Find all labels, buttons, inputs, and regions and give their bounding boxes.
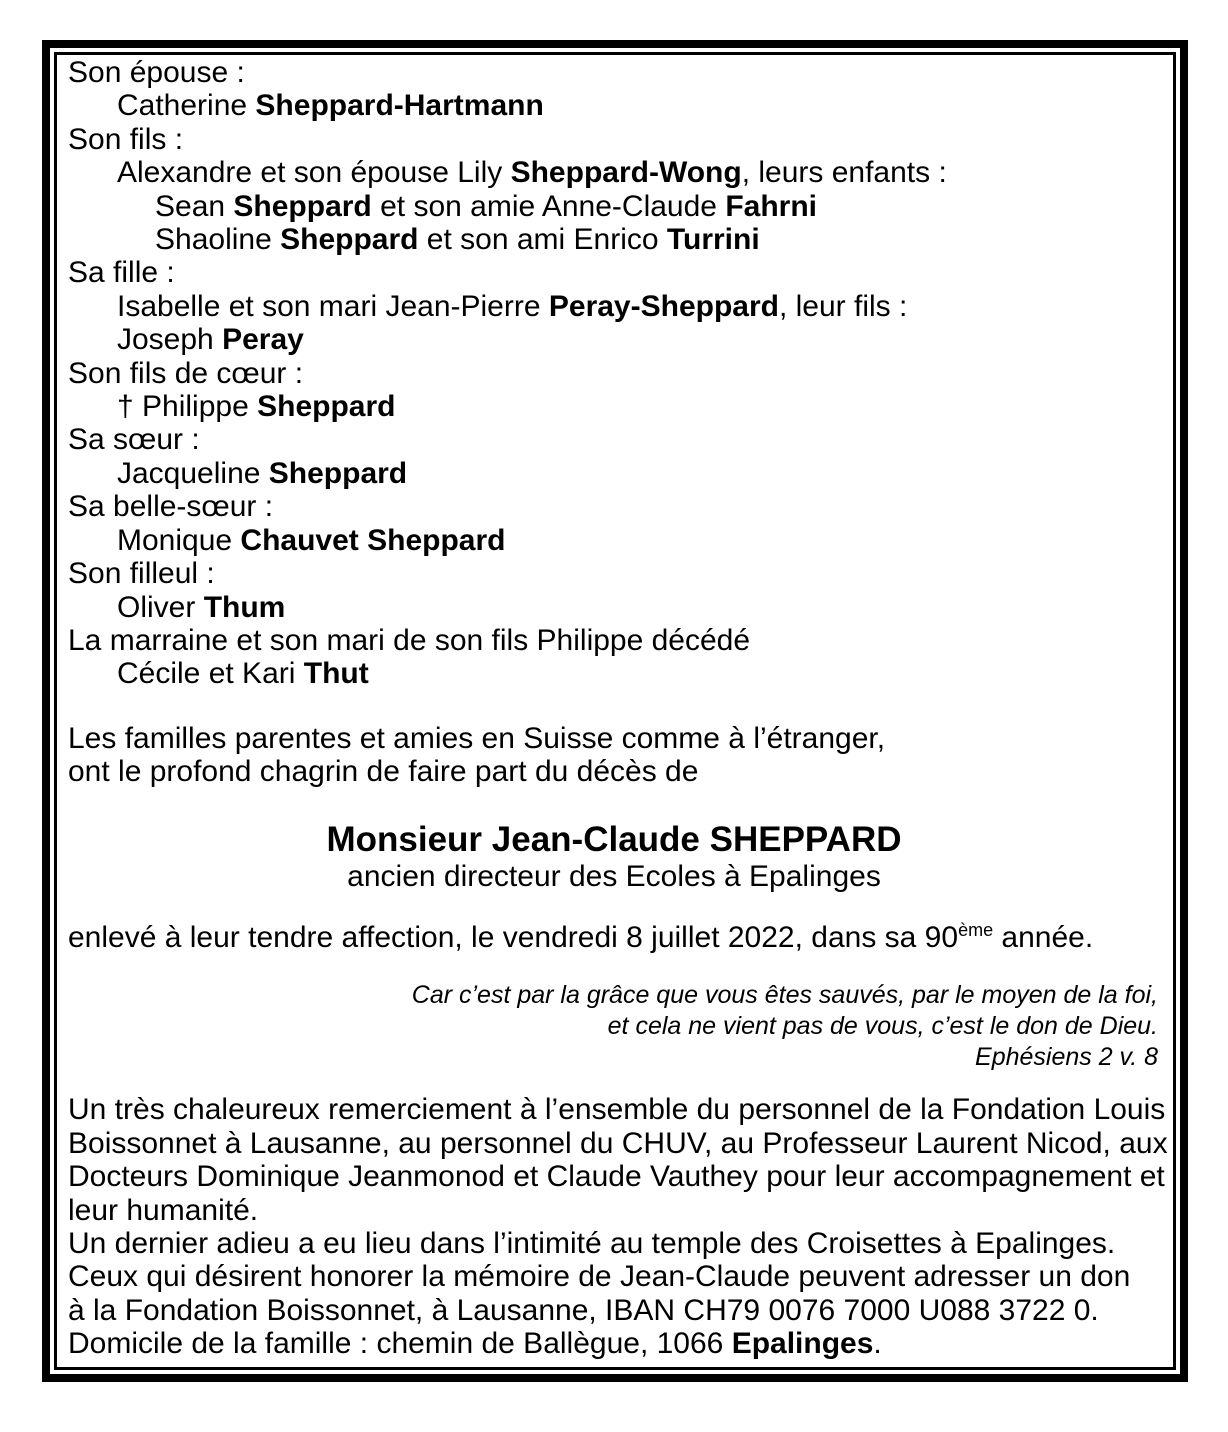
text-run: Son fils de cœur : bbox=[68, 356, 304, 390]
bold-name-run: Sheppard bbox=[257, 390, 396, 424]
death-date-line bbox=[68, 921, 1160, 954]
title-block bbox=[68, 819, 1160, 893]
closing-line bbox=[68, 1160, 1165, 1194]
text-run: Un dernier adieu a eu lieu dans l’intimité au temple des Croisettes à Epalinges. bbox=[68, 1226, 1116, 1260]
bold-name-run: Epalinges bbox=[731, 1327, 874, 1361]
text-run: Joseph bbox=[117, 323, 223, 357]
family-line bbox=[68, 390, 1160, 423]
text-run: Ceux qui désirent honorer la mémoire de Jean-Claude peuvent adresser un don bbox=[68, 1260, 1131, 1294]
text-run: Oliver bbox=[117, 590, 204, 624]
closing-line bbox=[68, 1294, 1160, 1327]
obituary-content bbox=[57, 55, 1173, 1367]
text-run: Un très chaleureux remerciement à l’ensemble du personnel de la Fondation Louis bbox=[68, 1093, 1166, 1127]
text-run: † Philippe bbox=[117, 390, 258, 424]
text-run: Monique bbox=[117, 523, 241, 557]
text-run: Sa fille : bbox=[68, 256, 175, 290]
inner-border-frame bbox=[54, 52, 1176, 1370]
family-line bbox=[68, 290, 1160, 323]
text-run: Sa sœur : bbox=[68, 423, 200, 457]
bold-name-run: Sheppard bbox=[233, 189, 372, 223]
text-run: Shaoline bbox=[155, 223, 281, 257]
quote-line-1: Car c’est par la grâce que vous êtes sauvés, par le moyen de la foi, bbox=[411, 981, 1158, 1010]
closing-line bbox=[68, 1126, 1168, 1160]
text-run: , leur fils : bbox=[778, 289, 908, 323]
closing-line bbox=[68, 1194, 1160, 1227]
closing-line bbox=[68, 1227, 1160, 1260]
family-line bbox=[68, 323, 1160, 356]
closing-paragraph bbox=[68, 1093, 1168, 1361]
text-run: Alexandre et son épouse Lily bbox=[117, 156, 511, 190]
bold-name-run: Thum bbox=[203, 590, 286, 624]
text-run: et son amie Anne-Claude bbox=[371, 189, 726, 223]
text-run: La marraine et son mari de son fils Philippe décédé bbox=[68, 623, 751, 657]
text-run: Catherine bbox=[117, 89, 256, 123]
family-line bbox=[68, 657, 1160, 690]
bold-name-run: Sheppard-Wong bbox=[510, 156, 742, 190]
family-list bbox=[68, 56, 1160, 691]
family-line bbox=[68, 190, 1160, 223]
date-text-before: enlevé à leur tendre affection, le vendredi 8 juillet 2022, dans sa 90 bbox=[68, 920, 959, 954]
closing-line bbox=[68, 1093, 1166, 1127]
text-run: Cécile et Kari bbox=[117, 657, 304, 691]
text-run: Jacqueline bbox=[117, 456, 269, 490]
family-line bbox=[68, 624, 1160, 657]
text-run: Son fils : bbox=[68, 122, 184, 156]
outer-border-frame bbox=[42, 40, 1188, 1382]
family-line bbox=[68, 123, 1160, 156]
bold-name-run: Thut bbox=[303, 657, 369, 691]
bold-name-run: Sheppard-Hartmann bbox=[255, 89, 544, 123]
intro-paragraph bbox=[68, 722, 1160, 789]
bold-name-run: Sheppard bbox=[268, 456, 408, 490]
text-run: Son épouse : bbox=[68, 56, 245, 89]
bold-name-run: Fahrni bbox=[725, 189, 817, 223]
family-line bbox=[68, 156, 1160, 189]
bold-name-run: Peray bbox=[222, 323, 304, 357]
deceased-role-subtitle: ancien directeur des Ecoles à Epalinges bbox=[347, 859, 881, 893]
closing-line bbox=[68, 1260, 1160, 1293]
text-run: Docteurs Dominique Jeanmonod et Claude Vauthey pour leur accompagnement et bbox=[68, 1160, 1165, 1194]
text-run: Domicile de la famille : chemin de Ballègue, 1066 bbox=[68, 1327, 732, 1361]
deceased-name-title: Monsieur Jean-Claude SHEPPARD bbox=[326, 819, 902, 859]
text-run: leur humanité. bbox=[68, 1193, 259, 1227]
family-line bbox=[68, 89, 1160, 122]
quote-reference: Ephésiens 2 v. 8 bbox=[975, 1043, 1158, 1072]
text-run: , leurs enfants : bbox=[741, 156, 947, 190]
family-line bbox=[68, 56, 1160, 89]
family-line bbox=[68, 524, 1160, 557]
date-text-after: année. bbox=[993, 920, 1094, 954]
bold-name-run: Sheppard bbox=[280, 223, 419, 257]
intro-line-2: ont le profond chagrin de faire part du décès de bbox=[68, 755, 699, 789]
text-run: Son filleul : bbox=[68, 557, 215, 591]
text-run: . bbox=[873, 1327, 882, 1361]
family-line bbox=[68, 490, 1160, 523]
family-line bbox=[68, 357, 1160, 390]
family-line bbox=[68, 223, 1160, 256]
text-run: Boissonnet à Lausanne, au personnel du CHUV, au Professeur Laurent Nicod, aux bbox=[68, 1126, 1168, 1160]
intro-line-1: Les familles parentes et amies en Suisse comme à l’étranger, bbox=[68, 721, 886, 755]
scripture-quote bbox=[68, 980, 1160, 1073]
family-line bbox=[68, 423, 1160, 456]
text-run: et son ami Enrico bbox=[418, 223, 667, 257]
bold-name-run: Turrini bbox=[666, 223, 760, 257]
text-run: à la Fondation Boissonnet, à Lausanne, IBAN CH79 0076 7000 U088 3722 0. bbox=[68, 1293, 1099, 1327]
family-line bbox=[68, 256, 1160, 289]
closing-line bbox=[68, 1327, 1160, 1360]
ordinal-superscript: ème bbox=[958, 919, 994, 940]
bold-name-run: Chauvet Sheppard bbox=[240, 523, 506, 557]
quote-line-2: et cela ne vient pas de vous, c’est le don de Dieu. bbox=[607, 1012, 1158, 1041]
family-line bbox=[68, 457, 1160, 490]
family-line bbox=[68, 591, 1160, 624]
family-line bbox=[68, 557, 1160, 590]
text-run: Sean bbox=[155, 189, 234, 223]
bold-name-run: Peray-Sheppard bbox=[548, 289, 779, 323]
text-run: Sa belle-sœur : bbox=[68, 490, 274, 524]
text-run: Isabelle et son mari Jean-Pierre bbox=[117, 289, 549, 323]
